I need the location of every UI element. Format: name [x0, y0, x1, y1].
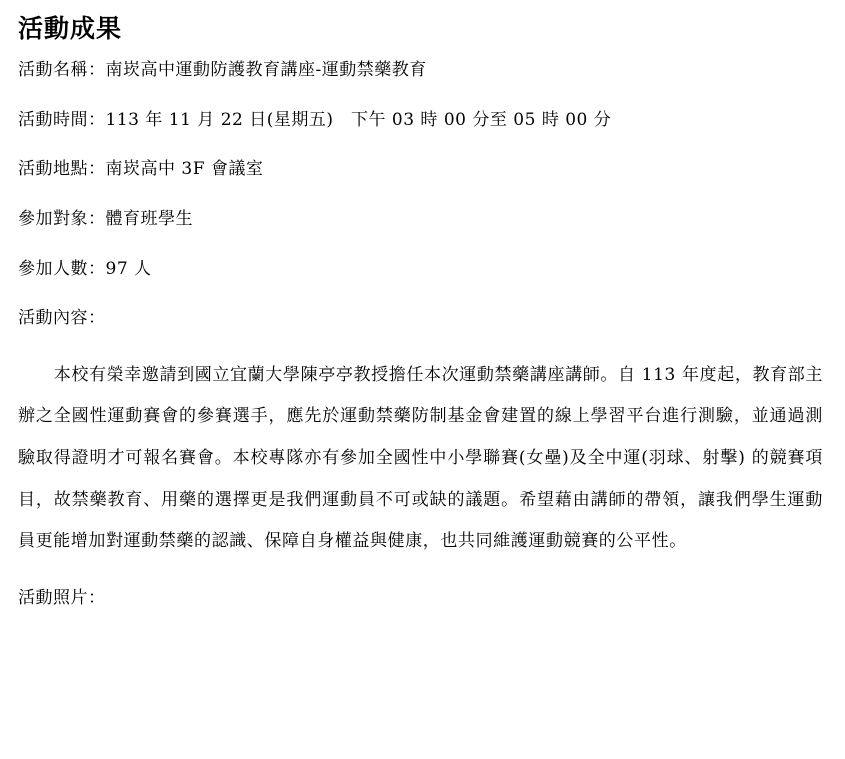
- activity-content-paragraph: 本校有榮幸邀請到國立宜蘭大學陳亭亭教授擔任本次運動禁藥講座講師。自 113 年度起，教育部主辦之全國性運動賽會的參賽選手，應先於運動禁藥防制基金會建置的線上學習平台進行測驗，並通過測驗取得證明才可報名賽會。本校專隊亦有參加全國性中小學聯賽(女壘)及全中運(羽球、射擊) 的競賽項目，故禁藥教育、用藥的選擇更是我們運動員不可或缺的議題。希望藉由講師的帶領，讓我們學生運動員更能增加對運動禁藥的認識、保障自身權益與健康，也共同維護運動競賽的公平性。: [18, 364, 823, 552]
- field-activity-photos-label: 活動照片：: [18, 588, 106, 609]
- field-activity-headcount: 參加人數：97 人: [18, 258, 152, 279]
- field-activity-audience: 參加對象：體育班學生: [18, 208, 193, 229]
- field-activity-content-label: 活動內容：: [18, 308, 106, 329]
- field-activity-place: 活動地點：南崁高中 3F 會議室: [18, 159, 264, 180]
- field-activity-name: 活動名稱：南崁高中運動防護教育講座-運動禁藥教育: [18, 60, 427, 80]
- field-activity-time: 活動時間：113 年 11 月 22 日(星期五) 下午 03 時 00 分至 05 時 00 分: [18, 109, 612, 130]
- activity-content-body: [18, 355, 823, 563]
- page-title: 活動成果: [18, 14, 123, 43]
